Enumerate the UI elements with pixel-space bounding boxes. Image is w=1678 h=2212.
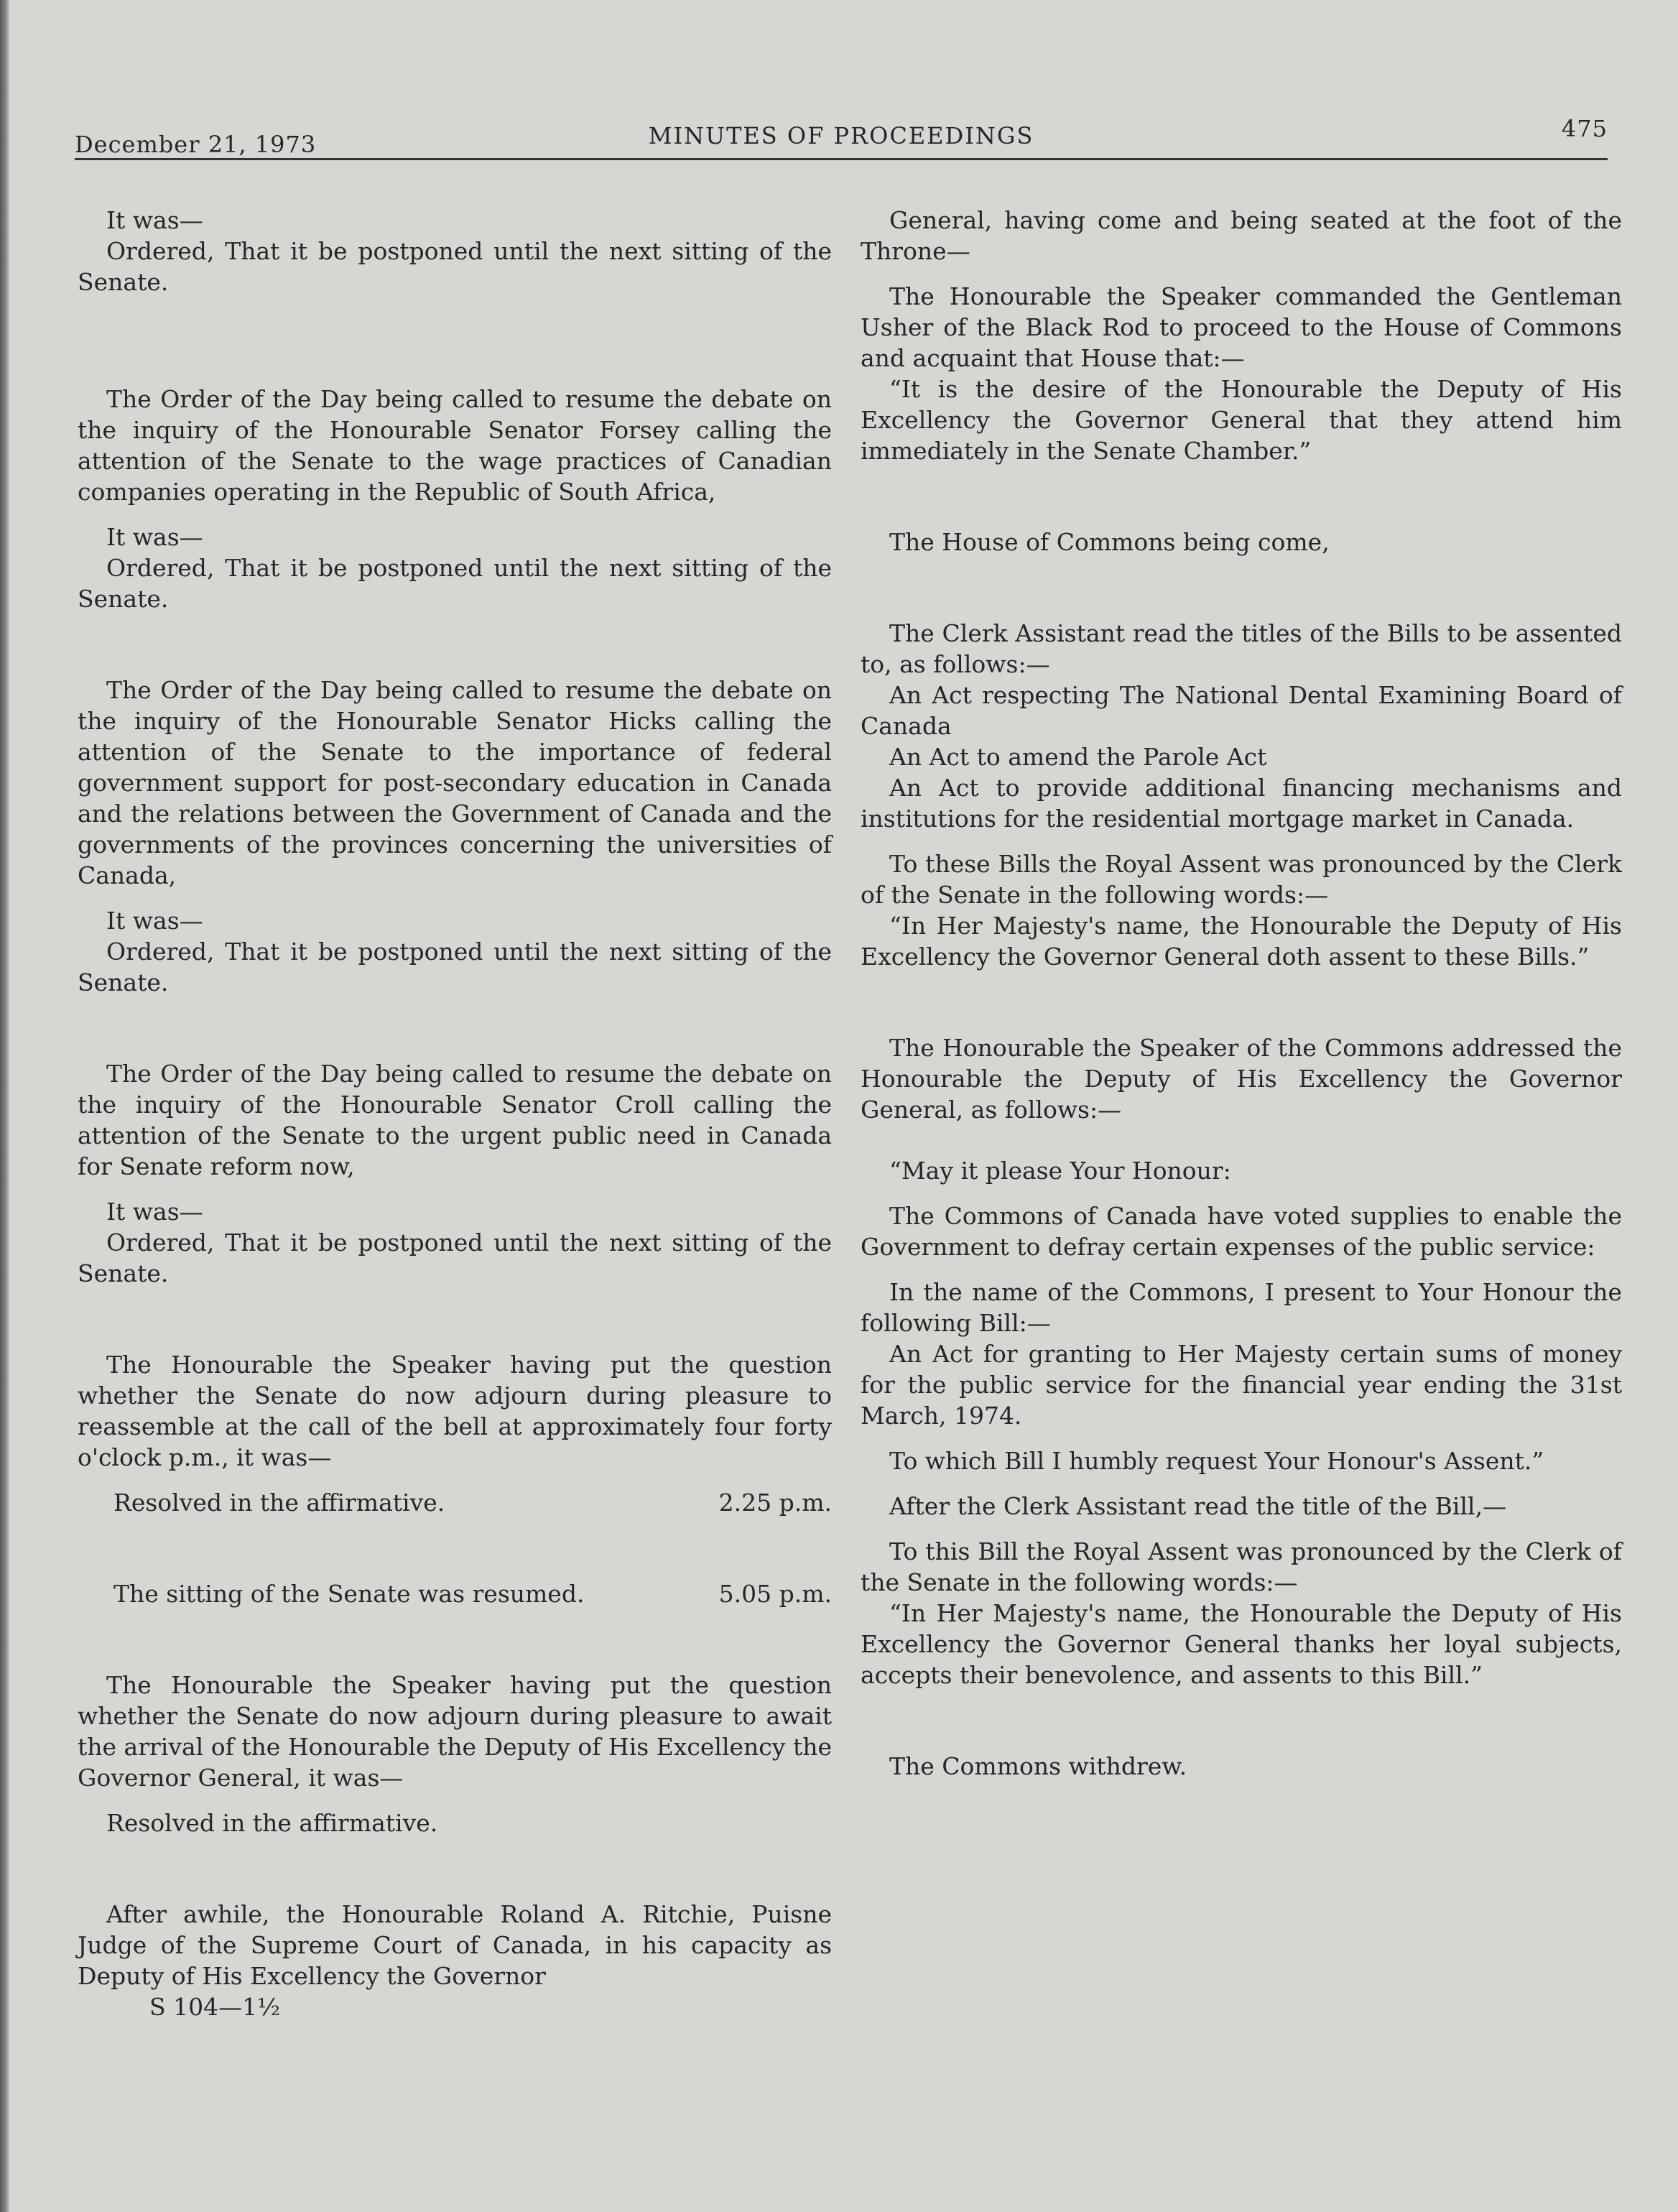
header-date: December 21, 1973 [75, 131, 317, 158]
paragraph: Ordered, That it be postponed until the next sitting of the Senate. [78, 237, 832, 296]
paragraph: The Honourable the Speaker having put the question whether the Senate do now adjourn during pleasure to reassemble at the call of the bell at approximately four forty o'clock p.m., it was— [78, 1351, 832, 1471]
paragraph: The Honourable the Speaker having put the question whether the Senate do now adjourn during pleasure to await the arrival of the Honourable the Deputy of His Excellency the Governor General, it was— [78, 1671, 832, 1792]
signature-mark: S 104—1½ [149, 1993, 281, 2021]
paragraph: Ordered, That it be postponed until the next sitting of the Senate. [78, 1228, 832, 1287]
binding-edge [0, 0, 10, 2212]
paragraph: An Act to amend the Parole Act [889, 743, 1267, 771]
right-column [861, 205, 1622, 1782]
paragraph: The Order of the Day being called to resume the debate on the inquiry of the Honourable Senator Forsey calling the attention of the Senate to the wage practices of Canadian companies operating in the Republic of South Africa, [78, 385, 832, 506]
resolved-text: Resolved in the affirmative. [113, 1489, 445, 1517]
paragraph: After awhile, the Honourable Roland A. Ritchie, Puisne Judge of the Supreme Court of Canada, in his capacity as Deputy of His Excellency the Governor [78, 1900, 832, 1990]
paragraph: To which Bill I humbly request Your Honour's Assent.” [889, 1447, 1544, 1475]
page-number: 475 [1561, 115, 1608, 142]
paragraph: In the name of the Commons, I present to Your Honour the following Bill:— [861, 1278, 1622, 1337]
resolved-row [78, 1487, 832, 1518]
paragraph: The Order of the Day being called to resume the debate on the inquiry of the Honourable Senator Croll calling the attention of the Senate to the urgent public need in Canada for Senate reform now, [78, 1060, 832, 1180]
paragraph: An Act to provide additional financing mechanisms and institutions for the residential mortgage market in Canada. [861, 774, 1622, 833]
page-header [75, 115, 1608, 160]
resumed-row [78, 1578, 832, 1609]
paragraph: “In Her Majesty's name, the Honourable the Deputy of His Excellency the Governor General doth assent to these Bills.” [861, 912, 1622, 971]
paragraph: The Order of the Day being called to resume the debate on the inquiry of the Honourable Senator Hicks calling the attention of the Senate to the importance of federal government support for post-secondary education in Canada and the relations between the Government of Canada and the governments of the provinces concerning the universities of Canada, [78, 676, 832, 889]
paragraph: “In Her Majesty's name, the Honourable the Deputy of His Excellency the Governor General thanks her loyal subjects, accepts their benevolence, and assents to this Bill.” [861, 1599, 1622, 1689]
paragraph: Resolved in the affirmative. [106, 1809, 438, 1837]
paragraph: The Commons of Canada have voted supplies to enable the Government to defray certain expenses of the public service: [861, 1202, 1622, 1261]
paragraph: The Honourable the Speaker of the Commons addressed the Honourable the Deputy of His Excellency the Governor General, as follows:— [861, 1034, 1622, 1124]
paragraph: It was— [106, 907, 203, 935]
paragraph: It was— [106, 523, 203, 551]
paragraph: The Commons withdrew. [889, 1752, 1187, 1780]
paragraph: “May it please Your Honour: [889, 1157, 1231, 1185]
paragraph: To this Bill the Royal Assent was pronounced by the Clerk of the Senate in the following words:— [861, 1537, 1622, 1596]
header-title: MINUTES OF PROCEEDINGS [648, 122, 1034, 149]
paragraph: It was— [106, 206, 203, 234]
paragraph: It was— [106, 1198, 203, 1226]
paragraph: Ordered, That it be postponed until the next sitting of the Senate. [78, 554, 832, 613]
paragraph: General, having come and being seated at the foot of the Throne— [861, 206, 1622, 265]
paragraph: The Clerk Assistant read the titles of the Bills to be assented to, as follows:— [861, 619, 1622, 678]
paragraph: An Act for granting to Her Majesty certain sums of money for the public service for the financial year ending the 31st March, 1974. [861, 1340, 1622, 1430]
resolved-time: 2.25 p.m. [718, 1489, 832, 1517]
resumed-text: The sitting of the Senate was resumed. [113, 1580, 585, 1608]
paragraph: To these Bills the Royal Assent was pronounced by the Clerk of the Senate in the following words:— [861, 850, 1622, 909]
paragraph: The House of Commons being come, [889, 528, 1330, 556]
paragraph: “It is the desire of the Honourable the Deputy of His Excellency the Governor General that they attend him immediately in the Senate Chamber.” [861, 375, 1622, 465]
paragraph: An Act respecting The National Dental Examining Board of Canada [861, 681, 1622, 740]
paragraph: After the Clerk Assistant read the title of the Bill,— [889, 1492, 1507, 1520]
left-column [78, 205, 832, 2022]
paragraph: Ordered, That it be postponed until the next sitting of the Senate. [78, 938, 832, 996]
resumed-time: 5.05 p.m. [718, 1580, 832, 1608]
paragraph: The Honourable the Speaker commanded the Gentleman Usher of the Black Rod to proceed to the House of Commons and acquaint that House that:— [861, 282, 1622, 372]
